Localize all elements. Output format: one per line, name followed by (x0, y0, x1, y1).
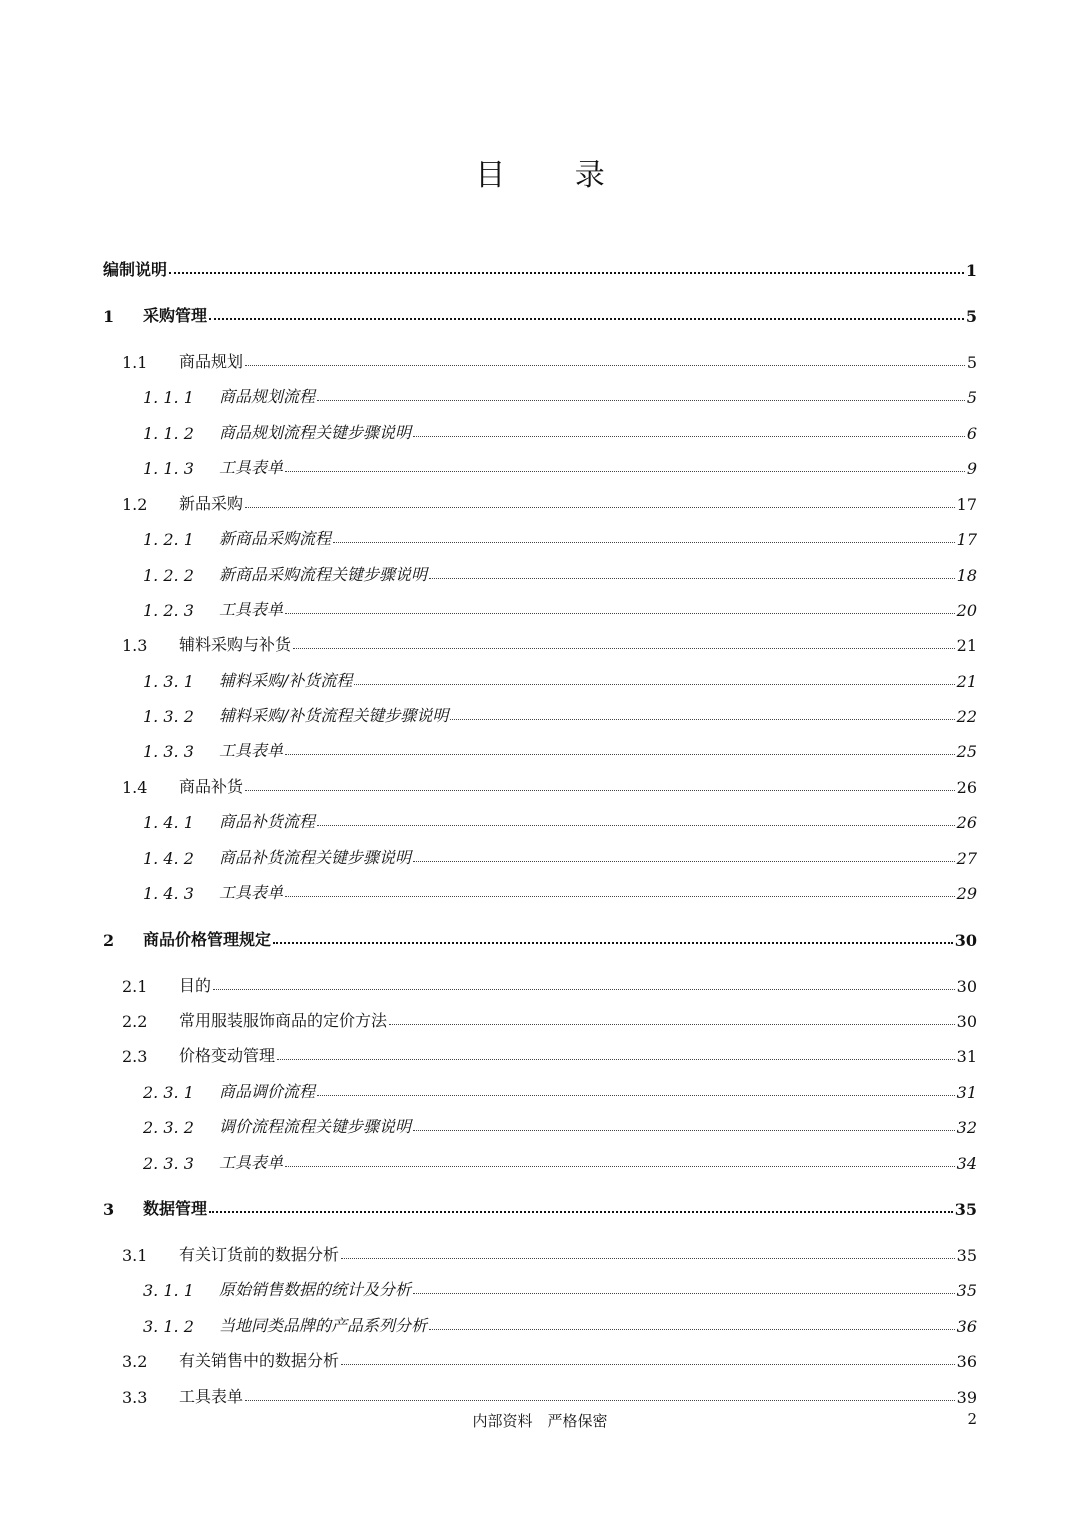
toc-entry[interactable] (143, 731, 977, 761)
toc-entry-number: 1 (103, 307, 115, 326)
toc-entry-title: 工具表单 (219, 1153, 284, 1172)
toc-entry-title: 当地同类品牌的产品系列分析 (219, 1316, 428, 1335)
toc-entry-title: 商品补货 (179, 777, 244, 796)
toc-entry-number: 3.2 (122, 1352, 148, 1371)
toc-entry[interactable] (122, 342, 977, 372)
toc-entry[interactable] (122, 1001, 977, 1031)
toc-entry-title: 目的 (179, 976, 212, 995)
toc-entry-number: 1. 1. 3 (143, 459, 194, 478)
toc-entry-page: 34 (956, 1154, 977, 1173)
toc-entry-page: 35 (956, 1246, 977, 1265)
toc-dot-leader (169, 272, 964, 274)
toc-entry-number: 3. 1. 2 (143, 1317, 194, 1336)
toc-entry[interactable] (143, 519, 977, 549)
toc-dot-leader (285, 613, 955, 614)
toc-entry-number: 1. 4. 3 (143, 884, 194, 903)
toc-dot-leader (285, 1166, 955, 1167)
toc-entry-page: 17 (956, 530, 977, 549)
toc-entry-number: 1. 3. 1 (143, 672, 194, 691)
toc-entry-title: 有关订货前的数据分析 (179, 1245, 340, 1264)
toc-entry-page: 35 (956, 1281, 977, 1300)
toc-entry-title: 价格变动管理 (179, 1046, 276, 1065)
toc-entry-title: 工具表单 (219, 600, 284, 619)
toc-dot-leader (389, 1024, 955, 1025)
toc-entry-page: 31 (956, 1047, 977, 1066)
toc-dot-leader (413, 861, 955, 862)
toc-entry-title: 调价流程流程关键步骤说明 (219, 1117, 412, 1136)
toc-entry-page: 29 (956, 884, 977, 903)
toc-entry-page: 30 (956, 1012, 977, 1031)
toc-entry[interactable] (122, 1235, 977, 1265)
toc-entry-page: 5 (966, 388, 977, 407)
toc-entry-number: 1. 2. 3 (143, 601, 194, 620)
toc-entry-title: 辅料采购/补货流程 (219, 671, 353, 690)
toc-entry-title: 新品采购 (179, 494, 244, 513)
toc-dot-leader (245, 1400, 955, 1401)
footer-confidential: 内部资料 严格保密 (472, 1412, 608, 1430)
toc-entry[interactable] (122, 1036, 977, 1066)
toc-entry-title: 新商品采购流程 (219, 529, 332, 548)
toc-dot-leader (450, 719, 954, 720)
toc-dot-leader (293, 648, 955, 649)
toc-entry[interactable] (143, 1107, 977, 1137)
toc-dot-leader (209, 1211, 953, 1213)
toc-entry-title: 商品调价流程 (219, 1082, 316, 1101)
toc-entry[interactable] (143, 873, 977, 903)
toc-entry-number: 1.4 (122, 778, 148, 797)
toc-dot-leader (285, 754, 955, 755)
toc-entry[interactable] (143, 448, 977, 478)
toc-entry-number: 1. 4. 1 (143, 813, 194, 832)
toc-entry-title: 辅料采购/补货流程关键步骤说明 (219, 706, 449, 725)
toc-entry-page: 30 (954, 931, 977, 950)
toc-entry[interactable] (122, 966, 977, 996)
toc-entry-page: 32 (956, 1118, 977, 1137)
toc-entry[interactable] (143, 838, 977, 868)
toc-entry-page: 36 (956, 1352, 977, 1371)
toc-entry[interactable] (143, 1072, 977, 1102)
toc-entry-title: 辅料采购与补货 (179, 635, 292, 654)
toc-entry-title: 工具表单 (179, 1387, 244, 1406)
toc-entry[interactable] (143, 696, 977, 726)
toc-entry-title: 商品规划流程关键步骤说明 (219, 423, 412, 442)
toc-entry-page: 35 (954, 1200, 977, 1219)
toc-entry-title: 工具表单 (219, 741, 284, 760)
toc-entry[interactable] (122, 1341, 977, 1371)
toc-dot-leader (429, 578, 955, 579)
toc-entry-title: 新商品采购流程关键步骤说明 (219, 565, 428, 584)
toc-entry[interactable] (122, 484, 977, 514)
toc-dot-leader (285, 471, 965, 472)
toc-entry-number: 1.3 (122, 636, 148, 655)
toc-entry-number: 3.1 (122, 1246, 148, 1265)
toc-entry-title: 商品补货流程关键步骤说明 (219, 848, 412, 867)
toc-entry[interactable] (122, 767, 977, 797)
toc-entry-number: 1. 3. 2 (143, 707, 194, 726)
toc-entry-title: 商品规划流程 (219, 387, 316, 406)
toc-entry-page: 36 (956, 1317, 977, 1336)
toc-entry-number: 1.2 (122, 495, 148, 514)
toc-entry-number: 1. 2. 2 (143, 566, 194, 585)
toc-entry[interactable] (103, 1189, 977, 1219)
toc-entry-page: 6 (966, 424, 977, 443)
toc-entry-number: 2.1 (122, 977, 148, 996)
toc-entry-number: 2. 3. 2 (143, 1118, 194, 1137)
toc-entry-title: 数据管理 (143, 1199, 208, 1218)
toc-entry-number: 3.3 (122, 1388, 148, 1407)
toc-dot-leader (245, 365, 965, 366)
toc-entry-title: 商品价格管理规定 (143, 930, 272, 949)
toc-entry[interactable] (143, 1306, 977, 1336)
toc-entry-title: 有关销售中的数据分析 (179, 1351, 340, 1370)
toc-entry-title: 工具表单 (219, 458, 284, 477)
toc-entry[interactable] (143, 555, 977, 585)
toc-entry-page: 20 (956, 601, 977, 620)
toc-entry[interactable] (143, 413, 977, 443)
toc-entry-page: 1 (965, 261, 977, 280)
toc-entry[interactable] (103, 296, 977, 326)
toc-entry[interactable] (143, 1270, 977, 1300)
toc-dot-leader (413, 436, 965, 437)
toc-entry-number: 3 (103, 1200, 115, 1219)
toc-entry-title: 常用服装服饰商品的定价方法 (179, 1011, 388, 1030)
toc-entry-number: 1.1 (122, 353, 148, 372)
toc-entry-page: 22 (956, 707, 977, 726)
toc-entry[interactable] (143, 590, 977, 620)
toc-entry-number: 2.2 (122, 1012, 148, 1031)
toc-entry-number: 1. 1. 1 (143, 388, 194, 407)
toc-dot-leader (341, 1258, 955, 1259)
toc-dot-leader (285, 896, 955, 897)
toc-entry-title: 商品补货流程 (219, 812, 316, 831)
toc-dot-leader (317, 1095, 955, 1096)
toc-entry-title: 原始销售数据的统计及分析 (219, 1280, 412, 1299)
toc-dot-leader (429, 1329, 955, 1330)
toc-entry-page: 5 (966, 353, 977, 372)
toc-dot-leader (413, 1130, 955, 1131)
toc-entry-number: 2. 3. 1 (143, 1083, 194, 1102)
toc-entry[interactable] (103, 250, 977, 280)
toc-entry-number: 1. 1. 2 (143, 424, 194, 443)
toc-entry-page: 21 (956, 672, 977, 691)
toc-dot-leader (341, 1364, 955, 1365)
toc-entry-number: 3. 1. 1 (143, 1281, 194, 1300)
toc-dot-leader (317, 825, 955, 826)
toc-entry[interactable] (143, 1143, 977, 1173)
toc-entry-number: 2.3 (122, 1047, 148, 1066)
toc-entry-page: 27 (956, 849, 977, 868)
toc-entry[interactable] (143, 377, 977, 407)
toc-dot-leader (273, 942, 953, 944)
toc-entry-page: 9 (966, 459, 977, 478)
toc-entry[interactable] (103, 920, 977, 950)
toc-entry-number: 2. 3. 3 (143, 1154, 194, 1173)
toc-entry-page: 17 (956, 495, 977, 514)
toc-dot-leader (333, 542, 955, 543)
toc-entry-page: 30 (956, 977, 977, 996)
toc-entry-number: 1. 4. 2 (143, 849, 194, 868)
toc-dot-leader (245, 507, 955, 508)
toc-entry-page: 18 (956, 566, 977, 585)
toc-dot-leader (209, 318, 964, 320)
toc-dot-leader (413, 1293, 955, 1294)
toc-dot-leader (245, 790, 955, 791)
toc-entry[interactable] (143, 661, 977, 691)
toc-entry-page: 25 (956, 742, 977, 761)
toc-entry-title: 编制说明 (103, 260, 168, 279)
toc-entry-page: 5 (965, 307, 977, 326)
toc-entry-number: 2 (103, 931, 115, 950)
toc-entry[interactable] (143, 802, 977, 832)
toc-entry-title: 工具表单 (219, 883, 284, 902)
toc-entry-title: 商品规划 (179, 352, 244, 371)
page-number: 2 (967, 1410, 977, 1428)
toc-entry[interactable] (122, 625, 977, 655)
toc-dot-leader (317, 400, 965, 401)
toc-entry-page: 39 (956, 1388, 977, 1407)
toc-entry-number: 1. 2. 1 (143, 530, 194, 549)
toc-entry[interactable] (122, 1377, 977, 1407)
toc-entry-page: 31 (956, 1083, 977, 1102)
toc-title: 目 录 (475, 158, 635, 193)
toc-entry-title: 采购管理 (143, 306, 208, 325)
toc-entry-page: 26 (956, 813, 977, 832)
toc-dot-leader (213, 989, 955, 990)
toc-entry-page: 21 (956, 636, 977, 655)
toc-dot-leader (277, 1059, 955, 1060)
toc-dot-leader (354, 684, 954, 685)
toc-entry-number: 1. 3. 3 (143, 742, 194, 761)
toc-entry-page: 26 (956, 778, 977, 797)
